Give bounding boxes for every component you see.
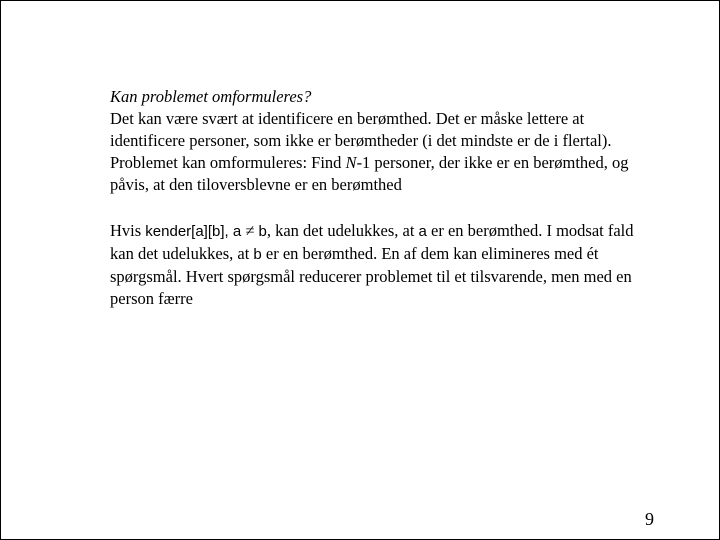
slide-content (110, 86, 650, 310)
paragraph2-text-1: Hvis (110, 221, 146, 240)
paragraph1-text-1: Det kan være svært at identificere en berømthed. Det er måske lettere at identificere personer, som ikke er berømtheder (i det mindste er de i flertal). Problemet kan omformuleres: Find (110, 109, 612, 172)
code-b: b (258, 223, 267, 240)
code-a: a (418, 223, 427, 240)
paragraph-reformulation (110, 108, 650, 196)
paragraph-elimination (110, 220, 650, 310)
paragraph2-text-4: er en berømthed. En af dem kan elimineres med ét spørgsmål. Hvert spørgsmål reducerer problemet til et tilsvarende, men med en person færre (110, 244, 632, 308)
not-equal-sign: ≠ (241, 221, 259, 240)
paragraph2-text-2: , kan det udelukkes, at (266, 221, 419, 240)
paragraph2-text-3: er en berømthed. I modsat fald kan det udelukkes, at (110, 221, 634, 263)
variable-n: N (345, 153, 357, 172)
code-kender-a-b: kender[a][b], a (145, 223, 242, 240)
slide-heading: Kan problemet omformuleres? (110, 87, 312, 106)
paragraph1-text-2: -1 personer, der ikke er en berømthed, og påvis, at den tiloversblevne er en berømthed (110, 153, 629, 194)
code-b-2: b (253, 246, 262, 263)
page-number: 9 (645, 509, 654, 529)
